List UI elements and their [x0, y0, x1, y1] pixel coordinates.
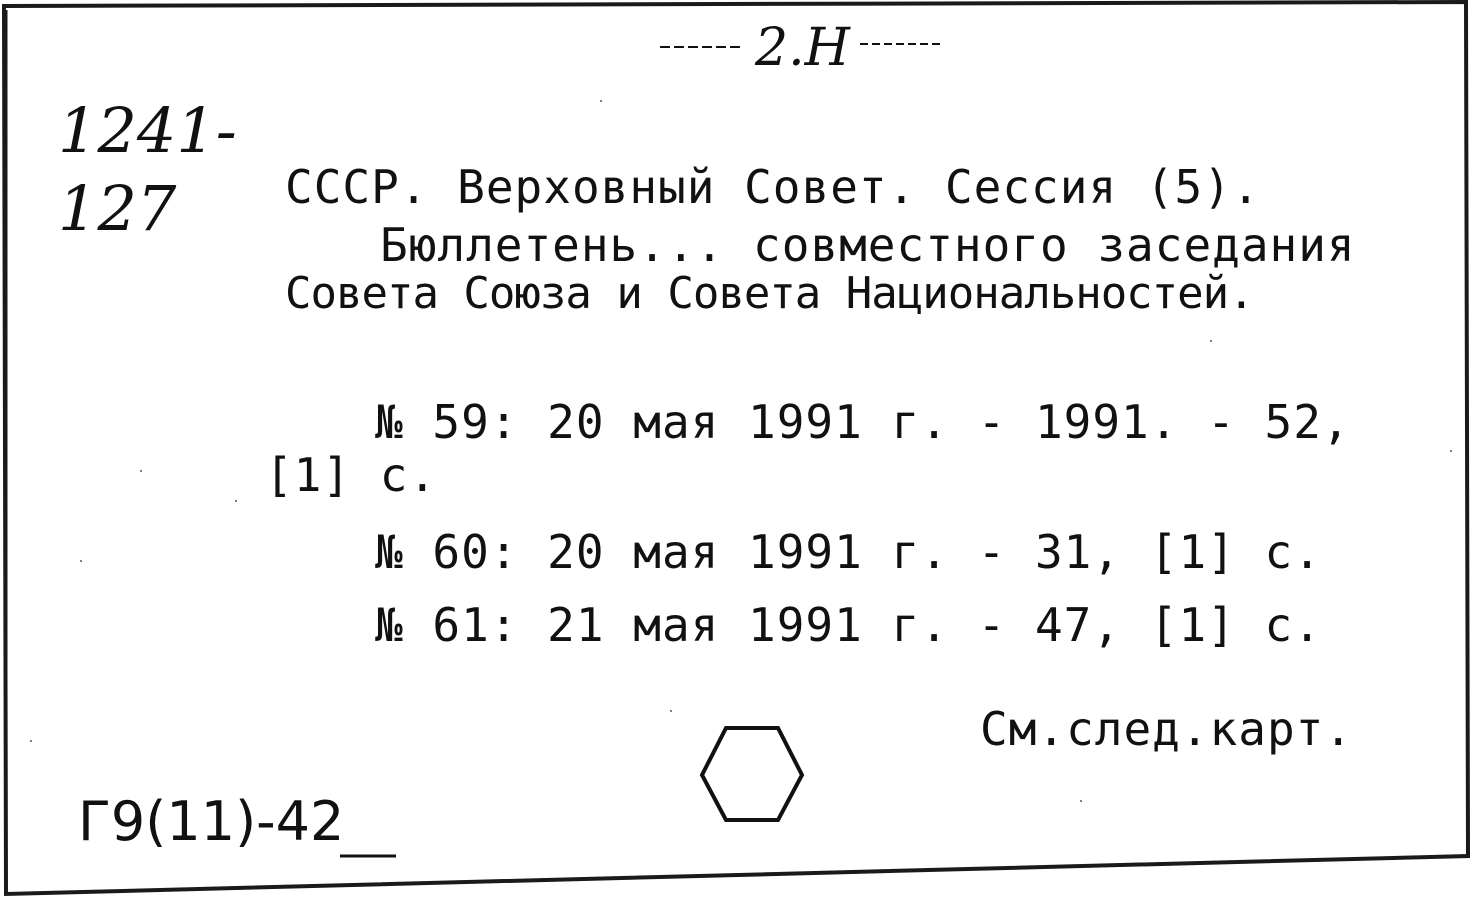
shelf-mark: Г9(11)-42 — [78, 790, 345, 853]
speck — [80, 560, 82, 562]
punch-hole-icon — [692, 720, 812, 830]
call-number-text: 1241-127 — [58, 94, 237, 245]
top-mark-dashes — [0, 0, 1475, 90]
speck — [1080, 800, 1082, 802]
title-line-2: Совета Союза и Совета Национальностей. — [285, 268, 1254, 319]
speck — [140, 470, 142, 472]
speck — [1210, 340, 1212, 342]
speck — [1450, 450, 1452, 452]
speck — [235, 500, 237, 502]
issue-60: № 60: 20 мая 1991 г. - 31, [1] с. — [375, 525, 1322, 579]
issue-59-line-1: № 59: 20 мая 1991 г. - 1991. - 52, — [375, 395, 1351, 449]
speck — [670, 710, 672, 712]
call-number — [58, 92, 278, 262]
issue-59-line-2: [1] с. — [265, 448, 438, 502]
shelf-mark-underline — [338, 846, 418, 866]
speck — [600, 100, 602, 102]
issue-61: № 61: 21 мая 1991 г. - 47, [1] с. — [375, 598, 1322, 652]
top-mark: 2.Н — [755, 18, 850, 78]
title-line-1: Бюллетень... совместного заседания — [380, 218, 1356, 272]
heading: СССР. Верховный Совет. Сессия (5). — [285, 160, 1261, 214]
continuation-note: См.след.карт. — [980, 702, 1354, 756]
speck — [30, 740, 32, 742]
